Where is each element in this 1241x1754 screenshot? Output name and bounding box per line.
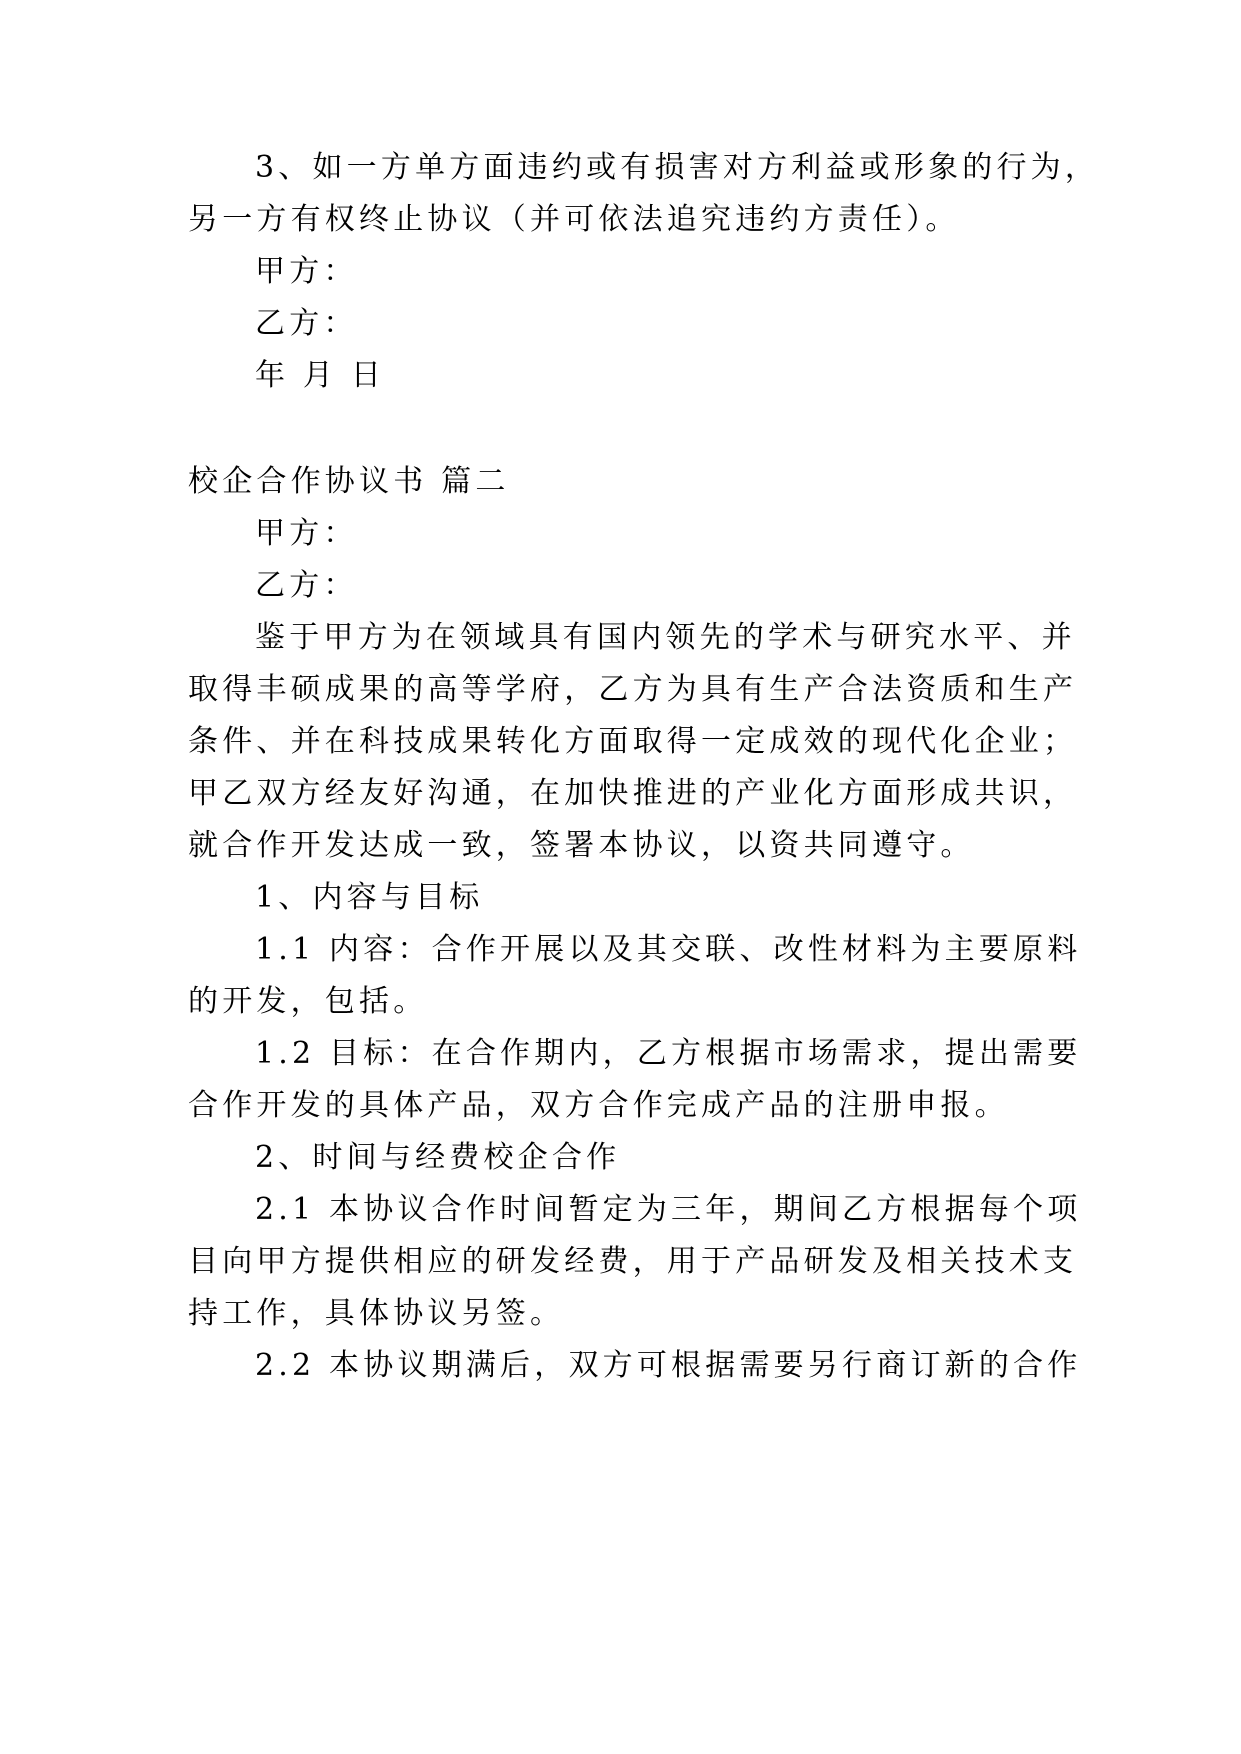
item-1-1-line-1: 1.1 内容：合作开展以及其交联、改性材料为主要原料 [255,932,1082,967]
signature-party-a: 甲方： [255,254,358,289]
preamble-line-1: 鉴于甲方为在领域具有国内领先的学术与研究水平、并 [255,620,1076,655]
preamble-line-4: 甲乙双方经友好沟通，在加快推进的产业化方面形成共识， [188,776,1078,811]
item-1-2-line-1: 1.2 目标：在合作期内，乙方根据市场需求，提出需要 [255,1036,1082,1071]
item-2-1-line-3: 持工作，具体协议另签。 [188,1296,565,1331]
item-1-1-line-2: 的开发，包括。 [188,984,428,1019]
preamble-line-3: 条件、并在科技成果转化方面取得一定成效的现代化企业； [188,724,1078,759]
item-1-2-line-2: 合作开发的具体产品，双方合作完成产品的注册申报。 [188,1088,1009,1123]
item-2-1-line-2: 目向甲方提供相应的研发经费，用于产品研发及相关技术支 [188,1244,1078,1279]
clause-3-line-1: 3、如一方单方面违约或有损害对方利益或形象的行为， [255,150,1100,185]
preamble-line-2: 取得丰硕成果的高等学府，乙方为具有生产合法资质和生产 [188,672,1078,707]
section-2-title: 2、时间与经费校企合作 [255,1140,621,1175]
item-2-2-line-1: 2.2 本协议期满后，双方可根据需要另行商订新的合作 [255,1348,1082,1383]
party-a-label: 甲方： [255,516,358,551]
item-2-1-line-1: 2.1 本协议合作时间暂定为三年，期间乙方根据每个项 [255,1192,1082,1227]
section-1-title: 1、内容与目标 [255,880,484,915]
signature-party-b: 乙方： [255,306,358,341]
party-b-label: 乙方： [255,568,358,603]
preamble-line-5: 就合作开发达成一致，签署本协议，以资共同遵守。 [188,828,975,863]
clause-3-line-2: 另一方有权终止协议（并可依法追究违约方责任）。 [188,202,960,237]
signature-date: 年 月 日 [255,358,386,393]
section-heading: 校企合作协议书 篇二 [188,464,510,499]
